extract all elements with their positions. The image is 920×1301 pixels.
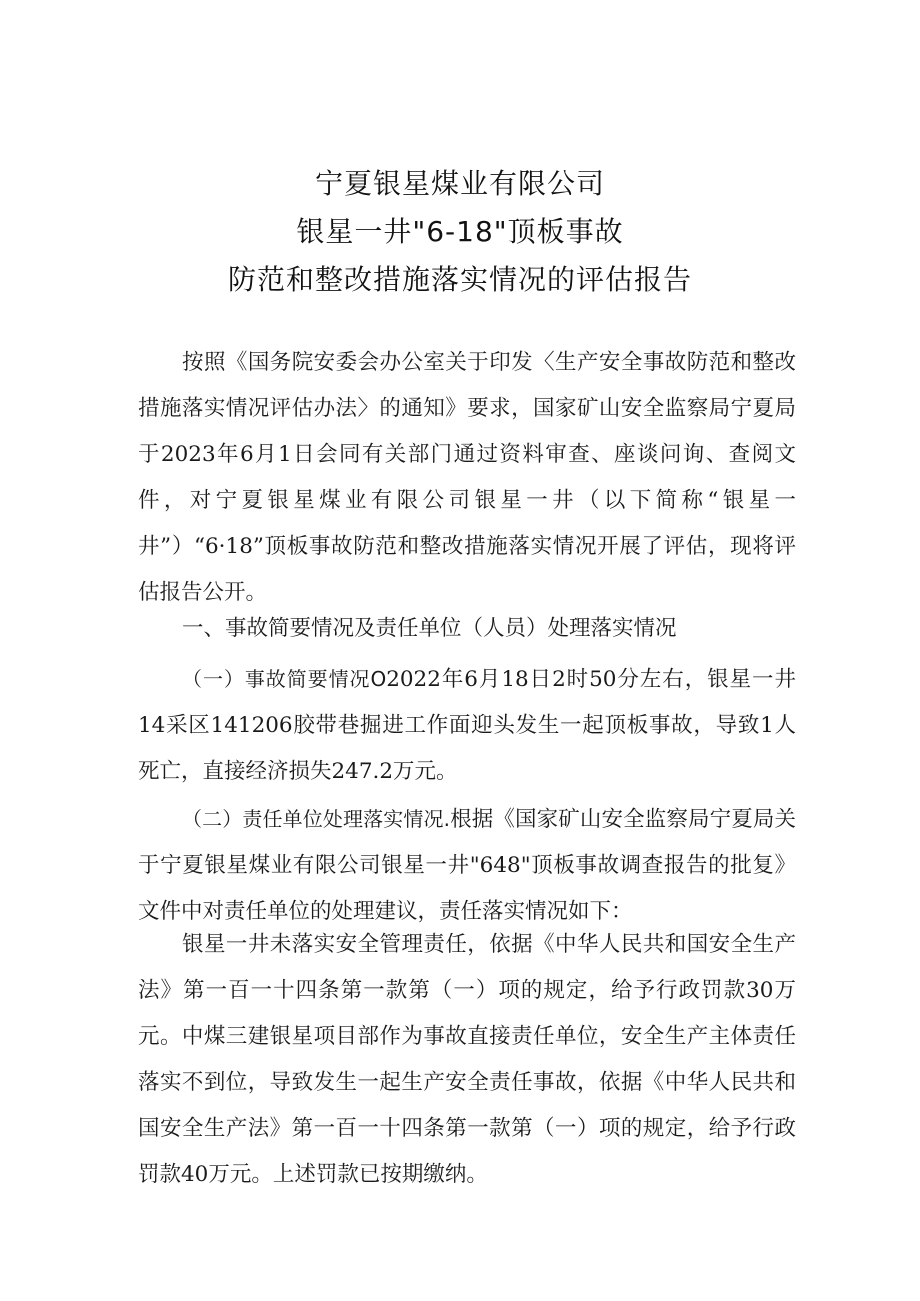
subsection-1-paragraph xyxy=(138,656,796,795)
title-incident: 银星一井"6-18"顶板事故 xyxy=(296,215,624,248)
title-report: 防范和整改措施落实情况的评估报告 xyxy=(227,263,692,296)
subsection-2-lead: （二）责任单位处理落实情况. xyxy=(182,807,450,831)
subsection-1-lead: （一）事故简要情况O xyxy=(182,667,387,691)
intro-paragraph: 按照《国务院安委会办公室关于印发〈生产安全事故防范和整改措施落实情况评估办法〉的通知》要求，国家矿山安全监察局宁夏局于2023年6月1日会同有关部门通过资料审查、座谈问询、查阅文件，对宁夏银星煤业有限公司银星一井（以下简称“银星一井”）“6·18”顶板事故防范和整改措施落实情况开展了评估，现将评估报告公开。 xyxy=(138,350,796,605)
section-1-heading: 一、事故简要情况及责任单位（人员）处理落实情况 xyxy=(182,616,677,641)
subsection-2-text: 根据《国家矿山安全监察局宁夏局关于宁夏银星煤业有限公司银星一井"648"顶板事故调查报告的批复》文件中对责任单位的处理建议，责任落实情况如下： xyxy=(138,807,796,924)
subsection-2-paragraph xyxy=(138,796,796,935)
title-company: 宁夏银星煤业有限公司 xyxy=(314,167,605,200)
subsection-1-text: 2022年6月18日2时50分左右，银星一井14采区141206胶带巷掘进工作面迎头发生一起顶板事故，导致1人死亡，直接经济损失247.2万元。 xyxy=(138,667,796,784)
penalty-paragraph: 银星一井未落实安全管理责任，依据《中华人民共和国安全生产法》第一百一十四条第一款第（一）项的规定，给予行政罚款30万元。中煤三建银星项目部作为事故直接责任单位，安全生产主体责任落实不到位，导致发生一起生产安全责任事故，依据《中华人民共和国安全生产法》第一百一十四条第一款第（一）项的规定，给予行政罚款40万元。上述罚款已按期缴纳。 xyxy=(138,932,796,1187)
